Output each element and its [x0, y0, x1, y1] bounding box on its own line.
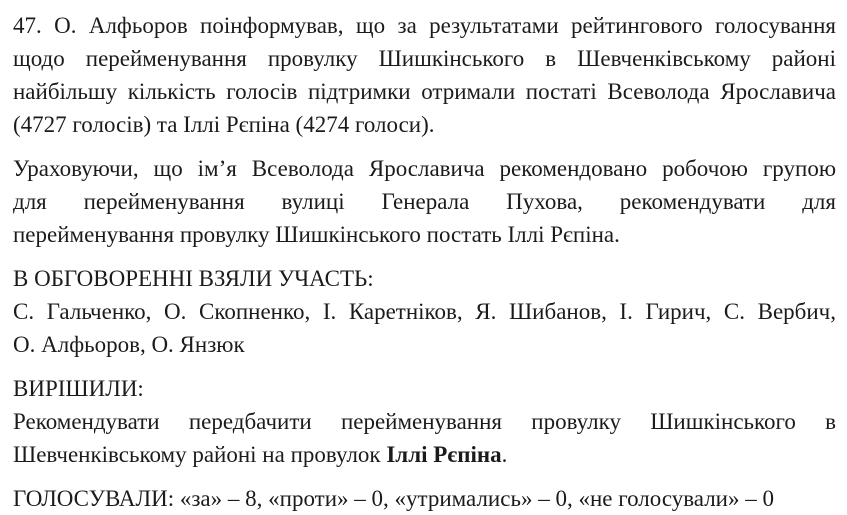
- paragraph-line: Ураховуючи, що ім’я Всеволода Ярославича рекомендовано робочою групою: [13, 156, 836, 181]
- paragraph-item-47: [13, 9, 836, 141]
- section-heading: ВИРІШИЛИ:: [13, 376, 144, 401]
- section-voting-results: [13, 482, 836, 515]
- paragraph-line: перейменування провулку Шишкінського постать Іллі Рєпіна.: [13, 222, 620, 247]
- resolution-new-name: Іллі Рєпіна: [386, 442, 502, 467]
- resolution-text: Шевченківському районі на провулок: [13, 442, 387, 467]
- section-heading: В ОБГОВОРЕННІ ВЗЯЛИ УЧАСТЬ:: [13, 266, 374, 291]
- voting-results-line: ГОЛОСУВАЛИ: «за» – 8, «проти» – 0, «утримались» – 0, «не голосували» – 0: [13, 486, 774, 511]
- paragraph-line: 47. О. Алфьоров поінформував, що за результатами рейтингового голосування: [13, 13, 836, 38]
- paragraph-line: щодо перейменування провулку Шишкінського в Шевченківському районі: [13, 46, 836, 71]
- paragraph-line: для перейменування вулиці Генерала Пухова, рекомендувати для: [13, 189, 836, 214]
- participants-line: О. Алфьоров, О. Янзюк: [13, 332, 245, 357]
- paragraph-recommendation: [13, 152, 836, 251]
- resolution-text: .: [501, 442, 508, 467]
- participants-line: С. Гальченко, О. Скопненко, І. Каретніков, Я. Шибанов, І. Гирич, С. Вербич,: [13, 299, 836, 324]
- resolution-line: [13, 438, 836, 471]
- resolution-line: Рекомендувати передбачити перейменування провулку Шишкінського в: [13, 409, 836, 434]
- section-discussion-participants: [13, 262, 836, 361]
- paragraph-line: (4727 голосів) та Іллі Рєпіна (4274 голоси).: [13, 112, 435, 137]
- paragraph-line: найбільшу кількість голосів підтримки отримали постаті Всеволода Ярославича: [13, 79, 836, 104]
- section-resolution: [13, 372, 836, 471]
